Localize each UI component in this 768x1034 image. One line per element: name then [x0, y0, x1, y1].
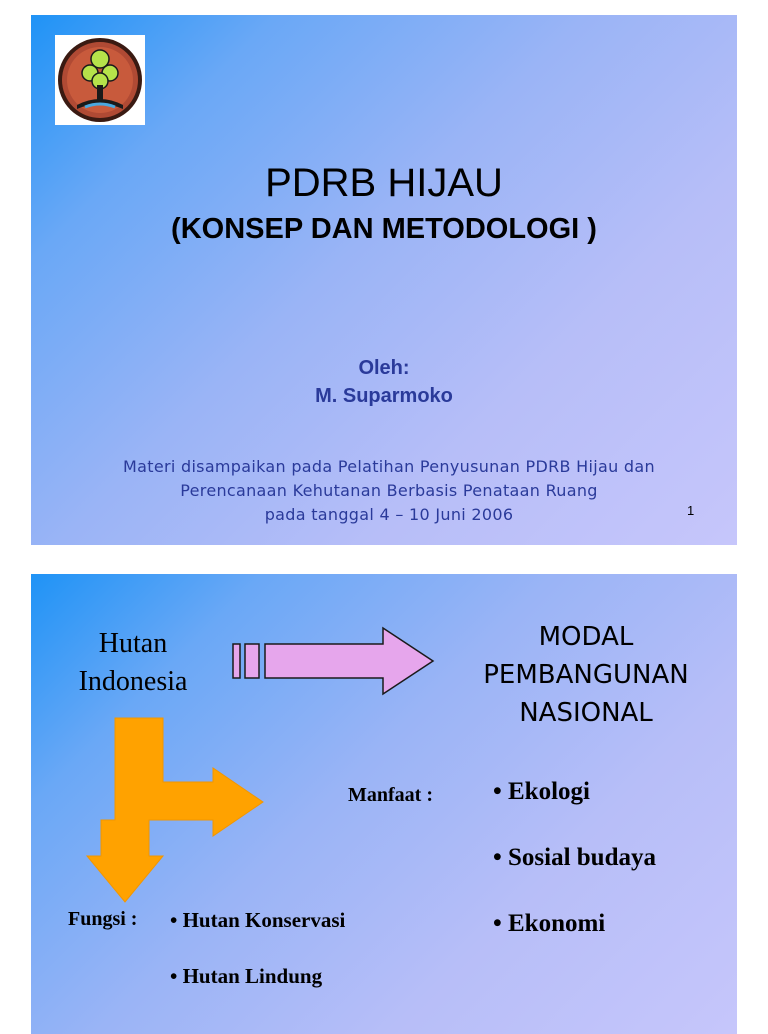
material-line-3: pada tanggal 4 – 10 Juni 2006 [264, 505, 514, 524]
modal-line-3: NASIONAL [519, 698, 653, 728]
function-item: • Hutan Lindung [170, 964, 323, 988]
hutan-label-line-1: Hutan [98, 628, 168, 659]
benefit-item: • Ekologi [493, 778, 590, 805]
slide-subtitle: (KONSEP DAN METODOLOGI ) [171, 213, 597, 245]
by-label: Oleh: [358, 357, 410, 379]
function-item: • Hutan Konservasi [170, 908, 346, 932]
modal-line-2: PEMBANGUNAN [483, 660, 689, 690]
modal-line-1: MODAL [538, 622, 634, 652]
tree-emblem-icon [55, 35, 145, 125]
benefit-item: • Sosial budaya [493, 844, 656, 871]
bent-arrow-icon [87, 718, 263, 902]
benefit-item: • Ekonomi [493, 910, 606, 937]
slide-title: PDRB HIJAU [265, 161, 503, 205]
logo [55, 35, 145, 125]
material-line-2: Perencanaan Kehutanan Berbasis Penataan Ruang [180, 481, 598, 500]
manfaat-label: Manfaat : [348, 784, 433, 806]
page-number: 1 [687, 503, 695, 518]
author-name: M. Suparmoko [315, 385, 453, 407]
hutan-label-line-2: Indonesia [78, 666, 188, 697]
slide-2 [31, 574, 737, 1034]
right-arrow-icon [233, 628, 433, 694]
material-line-1: Materi disampaikan pada Pelatihan Penyusunan PDRB Hijau dan [123, 457, 655, 476]
slide-1 [31, 15, 737, 545]
fungsi-label: Fungsi : [68, 908, 138, 930]
